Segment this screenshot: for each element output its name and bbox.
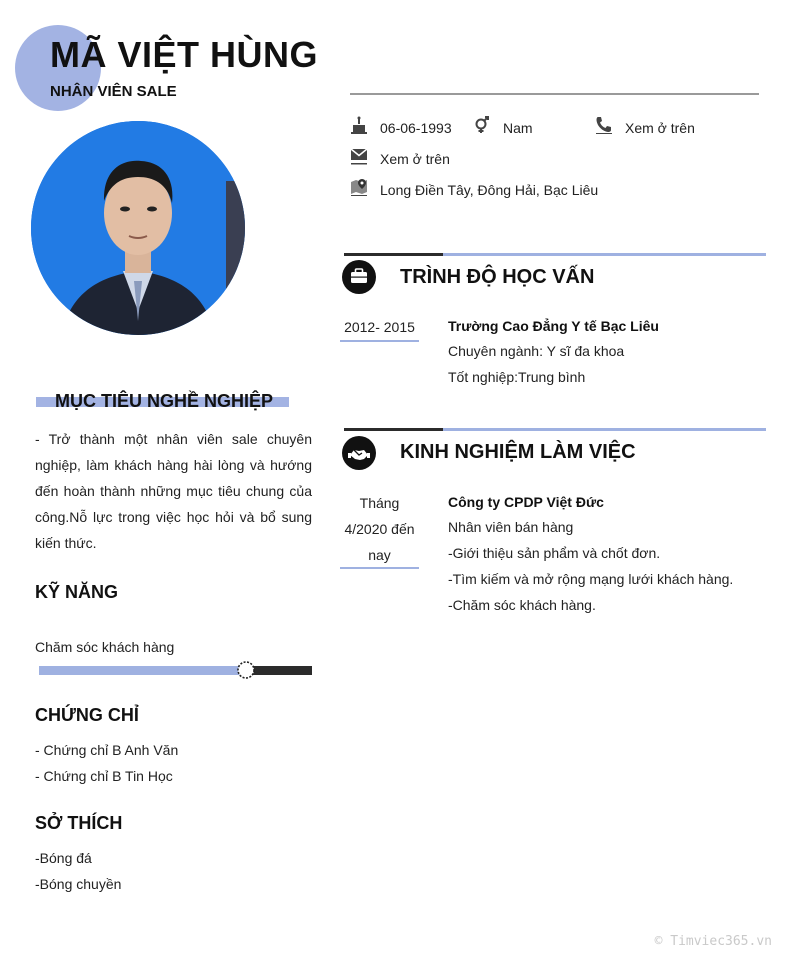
education-bar-dark <box>344 253 443 256</box>
education-major: Chuyên ngành: Y sĩ đa khoa <box>448 343 625 359</box>
experience-period-rule <box>340 567 419 569</box>
education-period: 2012- 2015 <box>344 319 415 335</box>
experience-duty: -Chăm sóc khách hàng. <box>448 597 596 613</box>
birthday-text: 06-06-1993 <box>380 120 452 136</box>
header-divider <box>350 93 759 95</box>
experience-period <box>340 490 419 568</box>
watermark: © Timviec365.vn <box>654 934 772 949</box>
briefcase-icon <box>342 260 376 294</box>
email-text: Xem ở trên <box>380 151 450 167</box>
objective-line: công.Nỗ lực trong việc học hỏi và bổ sung <box>35 509 312 525</box>
experience-title: KINH NGHIỆM LÀM VIỆC <box>400 441 636 463</box>
skill-level-fill <box>39 666 246 675</box>
experience-position: Nhân viên bán hàng <box>448 519 574 535</box>
skills-title: KỸ NĂNG <box>35 582 119 602</box>
education-school: Trường Cao Đẳng Y tế Bạc Liêu <box>448 318 659 334</box>
gender-icon <box>473 116 491 134</box>
experience-company: Công ty CPDP Việt Đức <box>448 494 604 510</box>
objective-line: - Trở thành một nhân viên sale chuyên <box>35 431 312 447</box>
education-badge <box>342 260 376 294</box>
certificate-item: - Chứng chỉ B Tin Học <box>35 768 173 784</box>
education-period-rule <box>340 340 419 342</box>
mail-icon <box>350 147 368 165</box>
objective-line: đến hoàn thành những mục tiêu chung của <box>35 483 312 499</box>
experience-bar-light <box>443 428 766 431</box>
objective-text <box>35 426 312 556</box>
experience-badge <box>342 436 376 470</box>
experience-duty: -Giới thiệu sản phẩm và chốt đơn. <box>448 545 661 561</box>
hobbies-title: SỞ THÍCH <box>35 813 123 833</box>
phone-icon <box>595 116 613 134</box>
objective-title: MỤC TIÊU NGHỀ NGHIỆP <box>55 391 274 411</box>
education-grade: Tốt nghiệp:Trung bình <box>448 369 586 385</box>
experience-period-line: Tháng <box>359 495 400 511</box>
phone-text: Xem ở trên <box>625 120 695 136</box>
certificate-item: - Chứng chỉ B Anh Văn <box>35 742 179 758</box>
skill-name: Chăm sóc khách hàng <box>35 639 175 655</box>
objective-line: nghiệp, làm khách hàng hài lòng và hướng <box>35 457 312 473</box>
experience-duty: -Tìm kiếm và mở rộng mạng lưới khách hàng. <box>448 571 734 587</box>
certificates-title: CHỨNG CHỈ <box>35 705 139 725</box>
experience-bar-dark <box>344 428 443 431</box>
hobby-item: -Bóng chuyền <box>35 876 122 892</box>
gender-text: Nam <box>503 120 533 136</box>
objective-line: kiến thức. <box>35 535 97 551</box>
candidate-role: NHÂN VIÊN SALE <box>50 83 177 100</box>
map-pin-icon <box>350 178 368 196</box>
education-bar-light <box>443 253 766 256</box>
skill-level-knob <box>235 659 257 681</box>
experience-period-line: 4/2020 đến <box>344 521 415 537</box>
cake-icon <box>350 116 368 134</box>
handshake-icon <box>342 436 376 470</box>
avatar-photo <box>31 121 245 335</box>
education-title: TRÌNH ĐỘ HỌC VẤN <box>400 266 595 288</box>
hobby-item: -Bóng đá <box>35 850 92 866</box>
address-text: Long Điền Tây, Đông Hải, Bạc Liêu <box>380 182 599 198</box>
experience-period-line: nay <box>368 547 391 563</box>
candidate-name: MÃ VIỆT HÙNG <box>50 34 319 75</box>
